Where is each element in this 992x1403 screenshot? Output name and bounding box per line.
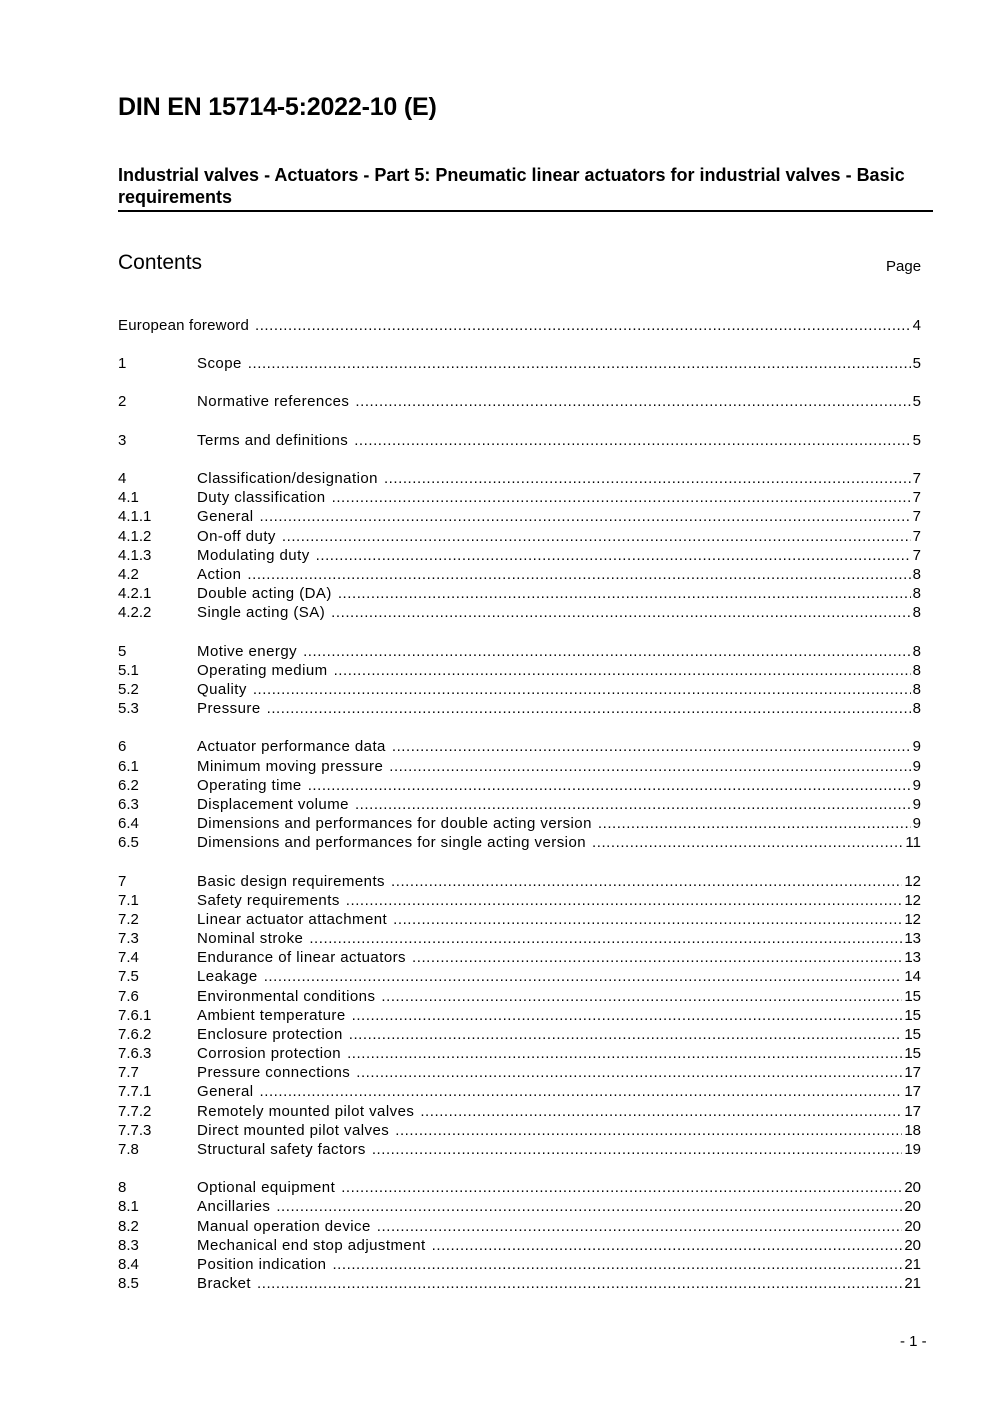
toc-number: 6.1 (118, 758, 139, 775)
toc-leader (282, 527, 911, 546)
toc-entry[interactable] (118, 1025, 921, 1044)
toc-entry[interactable] (118, 699, 921, 718)
toc-entry[interactable] (118, 661, 921, 680)
toc-number: 7.8 (118, 1141, 139, 1158)
toc-entry[interactable] (118, 814, 921, 833)
toc-entry[interactable] (118, 737, 921, 756)
toc-entry[interactable] (118, 776, 921, 795)
toc-page: 20 (904, 1218, 921, 1235)
toc-page: 13 (904, 930, 921, 947)
toc-title: Corrosion protection (197, 1045, 342, 1062)
toc-entry[interactable] (118, 680, 921, 699)
toc-page: 12 (904, 873, 921, 890)
toc-title: Structural safety factors (197, 1141, 366, 1158)
toc-number: 5.2 (118, 681, 139, 698)
toc-number: 1 (118, 355, 127, 372)
toc-number: 7.1 (118, 892, 139, 909)
toc-title: Manual operation device (197, 1218, 371, 1235)
toc-page: 15 (904, 988, 921, 1005)
toc-leader (377, 1217, 903, 1236)
toc-leader (346, 891, 903, 910)
toc-entry[interactable] (118, 967, 921, 986)
toc-title: Linear actuator attachment (197, 911, 388, 928)
toc-page: 9 (912, 796, 921, 813)
toc-page: 5 (912, 393, 921, 410)
toc-leader (341, 1178, 902, 1197)
toc-leader (253, 680, 911, 699)
toc-number: 5.3 (118, 700, 139, 717)
toc-title: Modulating duty (197, 547, 310, 564)
toc-page: 8 (912, 566, 921, 583)
toc-page: 8 (912, 604, 921, 621)
toc-page: 21 (904, 1275, 921, 1292)
toc-entry[interactable] (118, 833, 921, 852)
toc-number: 7.4 (118, 949, 139, 966)
toc-leader (395, 1121, 902, 1140)
toc-leader (332, 488, 911, 507)
toc-entry[interactable] (118, 546, 921, 565)
toc-leader (392, 737, 911, 756)
toc-title: Action (197, 566, 242, 583)
toc-title: Single acting (SA) (197, 604, 326, 621)
toc-page: 13 (904, 949, 921, 966)
toc-number: 7.7 (118, 1064, 139, 1081)
toc-number: 2 (118, 393, 127, 410)
toc-page: 8 (912, 585, 921, 602)
document-title: Industrial valves - Actuators - Part 5: Pneumatic linear actuators for industrial valves - Basic requirements (118, 164, 933, 212)
toc-entry[interactable] (118, 1006, 921, 1025)
toc-number: 7.6 (118, 988, 139, 1005)
toc-number: 4.1 (118, 489, 139, 506)
toc-title: Terms and definitions (197, 432, 349, 449)
toc-entry[interactable] (118, 1197, 921, 1216)
toc-page: 12 (904, 892, 921, 909)
toc-number: 7.5 (118, 968, 139, 985)
toc-leader (334, 661, 911, 680)
toc-leader (255, 316, 911, 335)
toc-leader (391, 872, 902, 891)
toc-title: Basic design requirements (197, 873, 386, 890)
toc-number: 7.2 (118, 911, 139, 928)
toc-leader (381, 987, 902, 1006)
toc-entry[interactable] (118, 1178, 921, 1197)
toc-page: 7 (912, 470, 921, 487)
toc-page: 9 (912, 815, 921, 832)
toc-title: Normative references (197, 393, 350, 410)
toc-entry[interactable] (118, 1274, 921, 1293)
toc-leader (349, 1025, 903, 1044)
toc-entry[interactable] (118, 507, 921, 526)
toc-page: 11 (905, 834, 921, 851)
toc-leader (356, 1063, 902, 1082)
toc-title: Dimensions and performances for single acting version (197, 834, 587, 851)
toc-leader (598, 814, 911, 833)
toc-title: Remotely mounted pilot valves (197, 1103, 415, 1120)
toc-page: 12 (904, 911, 921, 928)
toc-leader (260, 507, 911, 526)
toc-title: Pressure connections (197, 1064, 351, 1081)
toc-number: 6.4 (118, 815, 139, 832)
toc-number: 8.4 (118, 1256, 139, 1273)
toc-entry[interactable] (118, 910, 921, 929)
toc-page: 7 (912, 489, 921, 506)
toc-number: 7.7.1 (118, 1083, 152, 1100)
toc-leader (420, 1102, 902, 1121)
toc-entry[interactable] (118, 642, 921, 661)
toc-page: 20 (904, 1198, 921, 1215)
toc-leader (338, 584, 911, 603)
toc-leader (352, 1006, 903, 1025)
toc-leader (592, 833, 903, 852)
toc-leader (389, 757, 910, 776)
toc-title: Dimensions and performances for double acting version (197, 815, 592, 832)
toc-entry[interactable] (118, 431, 921, 450)
document-standard-id: DIN EN 15714-5:2022-10 (E) (118, 93, 437, 121)
toc-leader (303, 642, 911, 661)
toc-number: 4.1.2 (118, 528, 152, 545)
toc-number: 8 (118, 1179, 127, 1196)
toc-entry[interactable] (118, 1044, 921, 1063)
toc-leader (384, 469, 911, 488)
toc-leader (267, 699, 911, 718)
toc-number: 6.3 (118, 796, 139, 813)
toc-title: Minimum moving pressure (197, 758, 384, 775)
toc-page: 17 (904, 1103, 921, 1120)
toc-page: 17 (904, 1083, 921, 1100)
toc-page: 18 (904, 1122, 921, 1139)
toc-leader (372, 1140, 903, 1159)
toc-leader (248, 354, 911, 373)
toc-title: Ambient temperature (197, 1007, 346, 1024)
toc-title: Position indication (197, 1256, 327, 1273)
toc-number: 7.6.3 (118, 1045, 152, 1062)
toc-title: Classification/designation (197, 470, 378, 487)
toc-number: 7.3 (118, 930, 139, 947)
toc-leader (257, 1274, 902, 1293)
toc-number: 8.5 (118, 1275, 139, 1292)
toc-number: 7.7.2 (118, 1103, 152, 1120)
toc-page: 15 (904, 1045, 921, 1062)
toc-page: 8 (912, 681, 921, 698)
toc-title: Motive energy (197, 643, 298, 660)
page-column-label: Page (886, 258, 922, 275)
toc-page: 15 (904, 1007, 921, 1024)
toc-number: 8.1 (118, 1198, 139, 1215)
toc-title: General (197, 1083, 254, 1100)
toc-number: 7.6.1 (118, 1007, 152, 1024)
toc-leader (276, 1197, 902, 1216)
toc-title: Mechanical end stop adjustment (197, 1237, 426, 1254)
toc-entry[interactable] (118, 948, 921, 967)
toc-leader (247, 565, 910, 584)
toc-entry[interactable] (118, 354, 921, 373)
toc-title: Pressure (197, 700, 261, 717)
page-number: - 1 - (900, 1333, 927, 1350)
toc-entry[interactable] (118, 488, 921, 507)
toc-entry[interactable] (118, 795, 921, 814)
toc-number: 8.3 (118, 1237, 139, 1254)
toc-page: 9 (912, 738, 921, 755)
toc-page: 7 (912, 547, 921, 564)
toc-title: Double acting (DA) (197, 585, 332, 602)
toc-page: 17 (904, 1064, 921, 1081)
toc-title: Endurance of linear actuators (197, 949, 407, 966)
toc-entry[interactable] (118, 603, 921, 622)
toc-entry[interactable] (118, 1082, 921, 1101)
toc-number: 8.2 (118, 1218, 139, 1235)
toc-number: 7.6.2 (118, 1026, 152, 1043)
toc-title: Displacement volume (197, 796, 349, 813)
toc-page: 8 (912, 662, 921, 679)
toc-leader (331, 603, 910, 622)
toc-title: Nominal stroke (197, 930, 304, 947)
toc-page: 4 (912, 317, 921, 334)
toc-entry[interactable] (118, 757, 921, 776)
toc-number: 7 (118, 873, 127, 890)
toc-page: 8 (912, 643, 921, 660)
toc-page: 14 (904, 968, 921, 985)
toc-title: Operating medium (197, 662, 328, 679)
toc-leader (260, 1082, 903, 1101)
toc-title: European foreword (118, 317, 249, 334)
toc-entry[interactable] (118, 1217, 921, 1236)
toc-page: 21 (904, 1256, 921, 1273)
toc-page: 5 (912, 355, 921, 372)
toc-number: 5.1 (118, 662, 139, 679)
toc-leader (316, 546, 911, 565)
toc-number: 4.1.1 (118, 508, 152, 525)
toc-entry[interactable] (118, 584, 921, 603)
toc-entry[interactable] (118, 1063, 921, 1082)
toc-page: 20 (904, 1237, 921, 1254)
toc-entry[interactable] (118, 565, 921, 584)
toc-page: 8 (912, 700, 921, 717)
toc-entry[interactable] (118, 392, 921, 411)
toc-leader (264, 967, 903, 986)
toc-leader (347, 1044, 902, 1063)
toc-title: Direct mounted pilot valves (197, 1122, 390, 1139)
toc-page: 5 (912, 432, 921, 449)
toc-page: 20 (904, 1179, 921, 1196)
toc-entry[interactable] (118, 987, 921, 1006)
toc-entry[interactable] (118, 1255, 921, 1274)
toc-number: 4.2 (118, 566, 139, 583)
toc-leader (354, 431, 910, 450)
toc-entry[interactable] (118, 469, 921, 488)
toc-number: 4 (118, 470, 127, 487)
toc-title: General (197, 508, 254, 525)
toc-leader (332, 1255, 902, 1274)
toc-entry[interactable] (118, 527, 921, 546)
toc-page: 7 (912, 528, 921, 545)
toc-number: 4.1.3 (118, 547, 152, 564)
toc-entry-foreword[interactable] (118, 316, 921, 335)
toc-entry[interactable] (118, 891, 921, 910)
toc-number: 4.2.2 (118, 604, 152, 621)
toc-title: On-off duty (197, 528, 276, 545)
toc-entry[interactable] (118, 1236, 921, 1255)
toc-title: Actuator performance data (197, 738, 386, 755)
toc-entry[interactable] (118, 929, 921, 948)
toc-number: 5 (118, 643, 127, 660)
toc-title: Enclosure protection (197, 1026, 343, 1043)
toc-number: 6.2 (118, 777, 139, 794)
toc-title: Bracket (197, 1275, 252, 1292)
toc-number: 7.7.3 (118, 1122, 152, 1139)
toc-leader (393, 910, 902, 929)
toc-title: Duty classification (197, 489, 326, 506)
toc-entry[interactable] (118, 1121, 921, 1140)
toc-title: Quality (197, 681, 247, 698)
toc-entry[interactable] (118, 1102, 921, 1121)
toc-title: Safety requirements (197, 892, 340, 909)
contents-heading: Contents (118, 251, 203, 274)
toc-title: Scope (197, 355, 242, 372)
toc-title: Optional equipment (197, 1179, 336, 1196)
toc-number: 3 (118, 432, 127, 449)
toc-page: 15 (904, 1026, 921, 1043)
toc-leader (355, 795, 911, 814)
toc-entry[interactable] (118, 872, 921, 891)
toc-entry[interactable] (118, 1140, 921, 1159)
toc-title: Ancillaries (197, 1198, 271, 1215)
toc-page: 9 (912, 758, 921, 775)
toc-title: Operating time (197, 777, 302, 794)
toc-leader (355, 392, 910, 411)
toc-leader (412, 948, 902, 967)
toc-number: 4.2.1 (118, 585, 152, 602)
toc-page: 9 (912, 777, 921, 794)
toc-page: 7 (912, 508, 921, 525)
toc-page: 19 (904, 1141, 921, 1158)
toc-number: 6 (118, 738, 127, 755)
toc-title: Environmental conditions (197, 988, 376, 1005)
toc-leader (309, 929, 902, 948)
toc-title: Leakage (197, 968, 258, 985)
toc-leader (432, 1236, 903, 1255)
toc-leader (308, 776, 911, 795)
toc-number: 6.5 (118, 834, 139, 851)
